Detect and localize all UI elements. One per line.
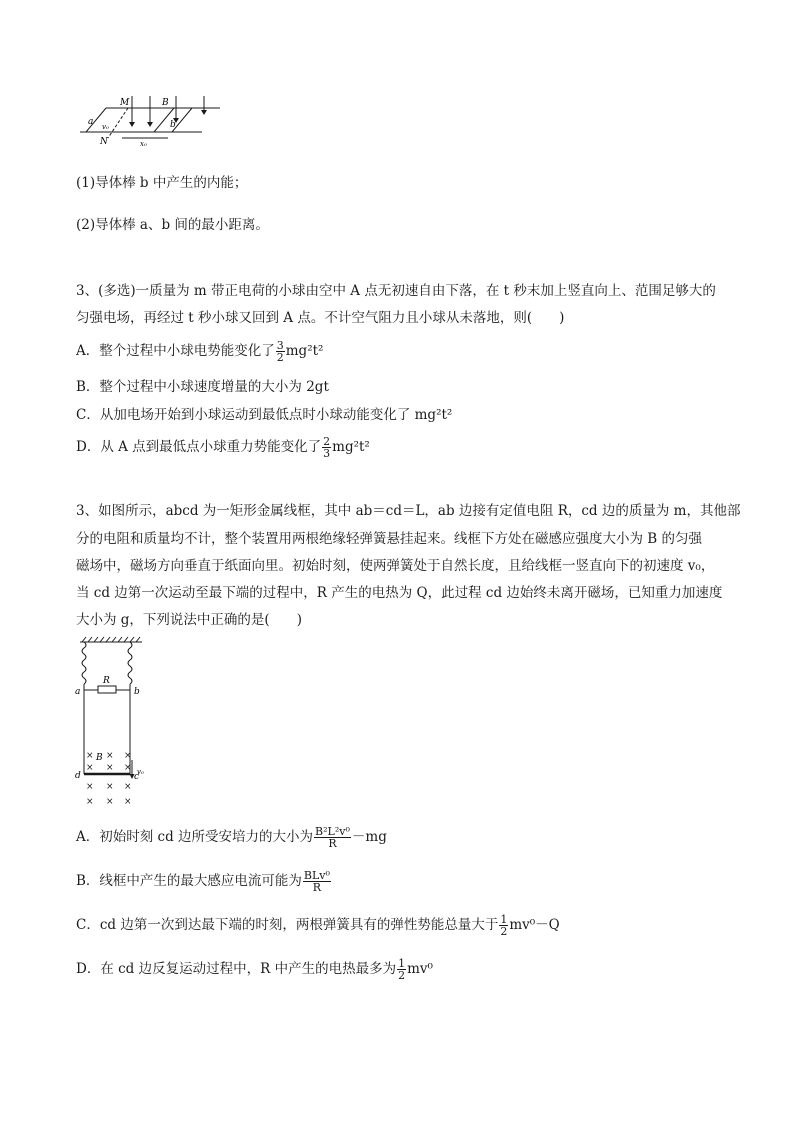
q3b-option-d-fraction: $\frac{1}{2}$ [398, 957, 406, 982]
q3a-option-b: B．整个过程中小球速度增量的大小为 2gt [76, 379, 329, 395]
q3b-option-d: D．在 cd 边反复运动过程中，R 中产生的电热最多为 $\frac{1}{2}$ mv⁰ [76, 957, 433, 982]
q3b-stem-line4: 当 cd 边第一次运动至最下端的过程中，R 产生的电热为 Q，此过程 cd 边始终未离开磁场，已知重力加速度 [76, 585, 723, 601]
label-b: b [134, 687, 140, 697]
label-a: a [75, 687, 81, 697]
svg-text:×: × [106, 751, 114, 761]
q3b-option-d-text: D．在 cd 边反复运动过程中，R 中产生的电热最多为 [76, 961, 397, 977]
svg-text:×: × [124, 751, 132, 761]
label-B: B [162, 98, 169, 108]
q3b-option-c-fraction: $\frac{1}{2}$ [500, 913, 508, 938]
frame-figure [70, 636, 160, 812]
label-b: b [170, 120, 176, 130]
q3b-stem-line1: 3、如图所示，abcd 为一矩形金属线框，其中 ab＝cd＝L，ab 边接有定值电阻 R，cd 边的质量为 m，其他部 [76, 503, 741, 519]
label-d: d [75, 771, 81, 781]
q3b-option-b-text: B．线框中产生的最大感应电流可能为 [76, 873, 302, 889]
q3a-option-c: C．从加电场开始到小球运动到最低点时小球动能变化了 mg²t² [76, 407, 453, 423]
label-c: c [134, 772, 140, 782]
label-a: a [88, 117, 94, 127]
label-x0: x₀ [140, 140, 147, 148]
label-B: B [96, 753, 103, 763]
q3a-option-a-fraction: $\frac{3}{2}$ [276, 339, 284, 364]
q3a-option-d-fraction: $\frac{2}{3}$ [323, 435, 331, 460]
svg-text:×: × [124, 782, 132, 792]
q3b-option-b-fraction: $\frac{\text{BLv⁰}}{R}$ [303, 869, 330, 894]
q3b-stem-line5: 大小为 g，下列说法中正确的是( ) [76, 612, 302, 628]
q2-part1: (1)导体棒 b 中产生的内能； [76, 175, 248, 191]
q3b-option-b [76, 870, 332, 893]
svg-text:×: × [106, 763, 114, 773]
q3a-stem-line1: 3、(多选)一质量为 m 带正电荷的小球由空中 A 点无初速自由下落，在 t 秒末加上竖直向上、范围足够大的 [76, 283, 716, 299]
svg-text:×: × [86, 782, 94, 792]
label-R: R [103, 676, 110, 686]
svg-text:×: × [86, 763, 94, 773]
q3b-option-c-text: C．cd 边第一次到达最下端的时刻，两根弹簧具有的弹性势能总量大于 [76, 917, 499, 933]
svg-text:×: × [124, 797, 132, 807]
label-N: N [100, 137, 108, 147]
svg-text:×: × [106, 797, 114, 807]
rails-figure [78, 92, 228, 152]
svg-text:×: × [124, 763, 132, 773]
label-v0: v₀ [102, 123, 109, 131]
q3a-option-d: D．从 A 点到最低点小球重力势能变化了 $\frac{2}{3}$ mg²t² [76, 435, 370, 460]
q3b-option-a-text: A．初始时刻 cd 边所受安培力的大小为 [76, 829, 314, 845]
q3b-stem-line3: 磁场中，磁场方向垂直于纸面向里。初始时刻，使两弹簧处于自然长度，且给线框一竖直向下的初速度 v₀， [76, 558, 715, 574]
q3b-option-a: A．初始时刻 cd 边所受安培力的大小为 $\frac{\text{B²L²v⁰}}{R}$ －mg [76, 825, 387, 850]
q3a-stem-line2: 匀强电场，再经过 t 秒小球又回到 A 点。不计空气阻力且小球从未落地，则( ) [76, 310, 565, 326]
q3a-option-a: A．整个过程中小球电势能变化了 $\frac{3}{2}$ mg²t² [76, 339, 324, 364]
q2-part2: (2)导体棒 a、b 间的最小距离。 [76, 217, 269, 233]
q3a-option-d-text: D．从 A 点到最低点小球重力势能变化了 [76, 439, 322, 455]
label-v0: v₀ [137, 768, 144, 776]
svg-text:×: × [86, 751, 94, 761]
svg-text:×: × [86, 797, 94, 807]
q3b-option-c: C．cd 边第一次到达最下端的时刻，两根弹簧具有的弹性势能总量大于 $\frac{1}{2}$ mv⁰－Q [76, 913, 560, 938]
svg-text:×: × [106, 782, 114, 792]
label-M: M [120, 98, 130, 108]
q3b-stem-line2: 分的电阻和质量均不计，整个装置用两根绝缘轻弹簧悬挂起来。线框下方处在磁感应强度大小为 B 的匀强 [76, 531, 703, 547]
q3b-option-a-fraction: $\frac{\text{B²L²v⁰}}{R}$ [315, 825, 350, 850]
q3a-option-a-text: A．整个过程中小球电势能变化了 [76, 343, 275, 359]
